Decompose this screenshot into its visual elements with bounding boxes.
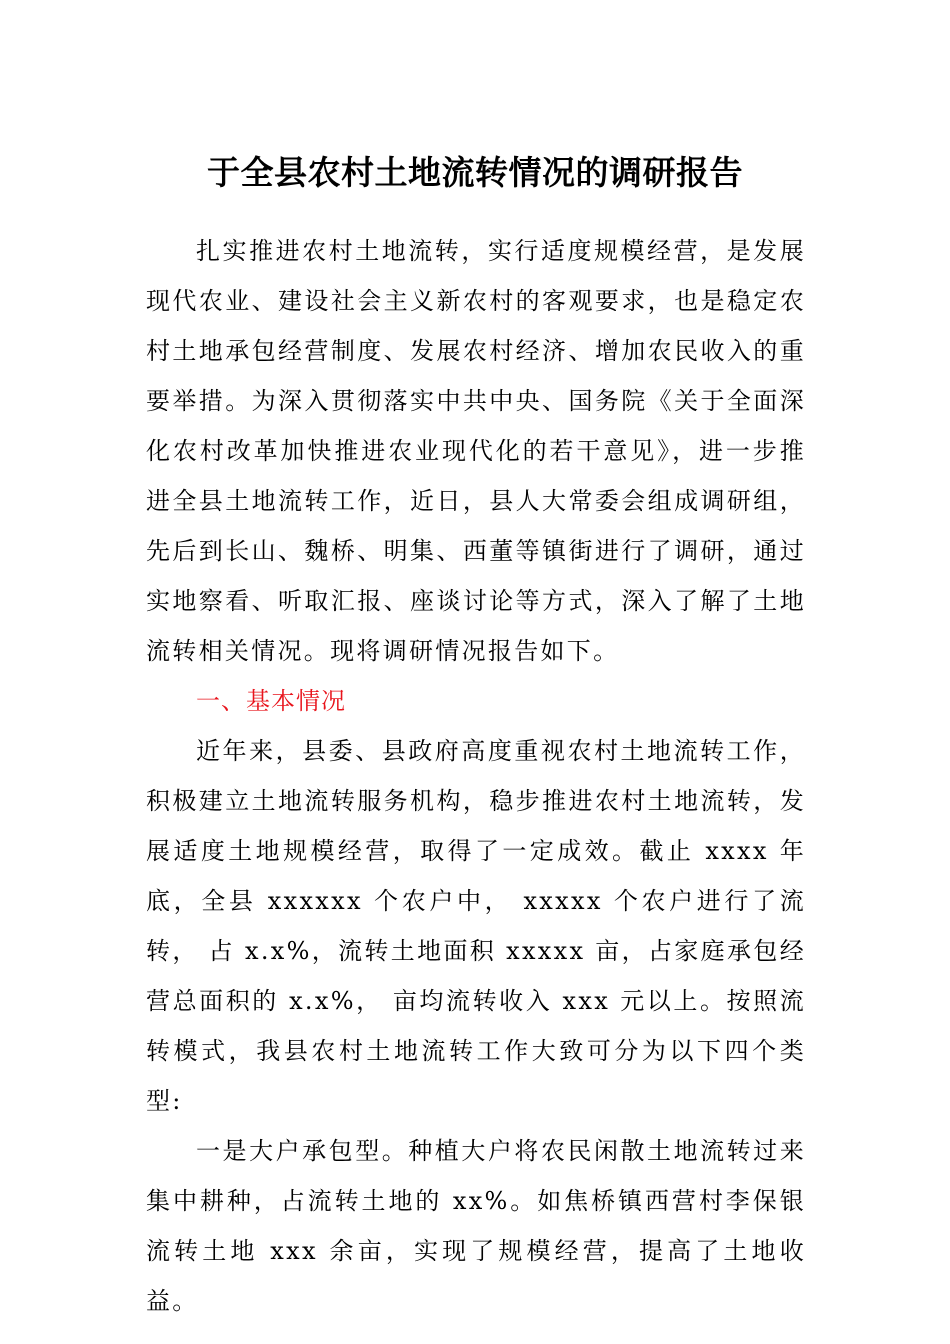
section-heading-basic-situation: 一、基本情况 (196, 687, 346, 715)
basic-situation-paragraph: 近年来，县委、县政府高度重视农村土地流转工作，积极建立土地流转服务机构，稳步推进农村土地流转，发展适度土地规模经营，取得了一定成效。截止 xxxx 年底，全县 xxxxxx 个农户中， xxxxx 个农户进行了流转， 占 x.x%，流转土地面积 xxxxx 亩，占家庭承包经营总面积的 x.x%， 亩均流转收入 xxx 元以上。按照流转模式，我县农村土地流转工作大致可分为以下四个类型: (146, 737, 806, 1115)
document-body (146, 226, 806, 1326)
document-title: 于全县农村土地流转情况的调研报告 (207, 153, 743, 192)
intro-paragraph: 扎实推进农村土地流转，实行适度规模经营，是发展现代农业、建设社会主义新农村的客观要求，也是稳定农村土地承包经营制度、发展农村经济、增加农民收入的重要举措。为深入贯彻落实中共中央、国务院《关于全面深化农村改革加快推进农业现代化的若干意见》，进一步推进全县土地流转工作，近日，县人大常委会组成调研组，先后到长山、魏桥、明集、西董等镇街进行了调研，通过实地察看、听取汇报、座谈讨论等方式，深入了解了土地流转相关情况。现将调研情况报告如下。 (146, 237, 806, 665)
type-one-paragraph: 一是大户承包型。种植大户将农民闲散土地流转过来集中耕种，占流转土地的 xx%。如焦桥镇西营村李保银流转土地 xxx 余亩，实现了规模经营，提高了土地收益。 (146, 1137, 806, 1315)
